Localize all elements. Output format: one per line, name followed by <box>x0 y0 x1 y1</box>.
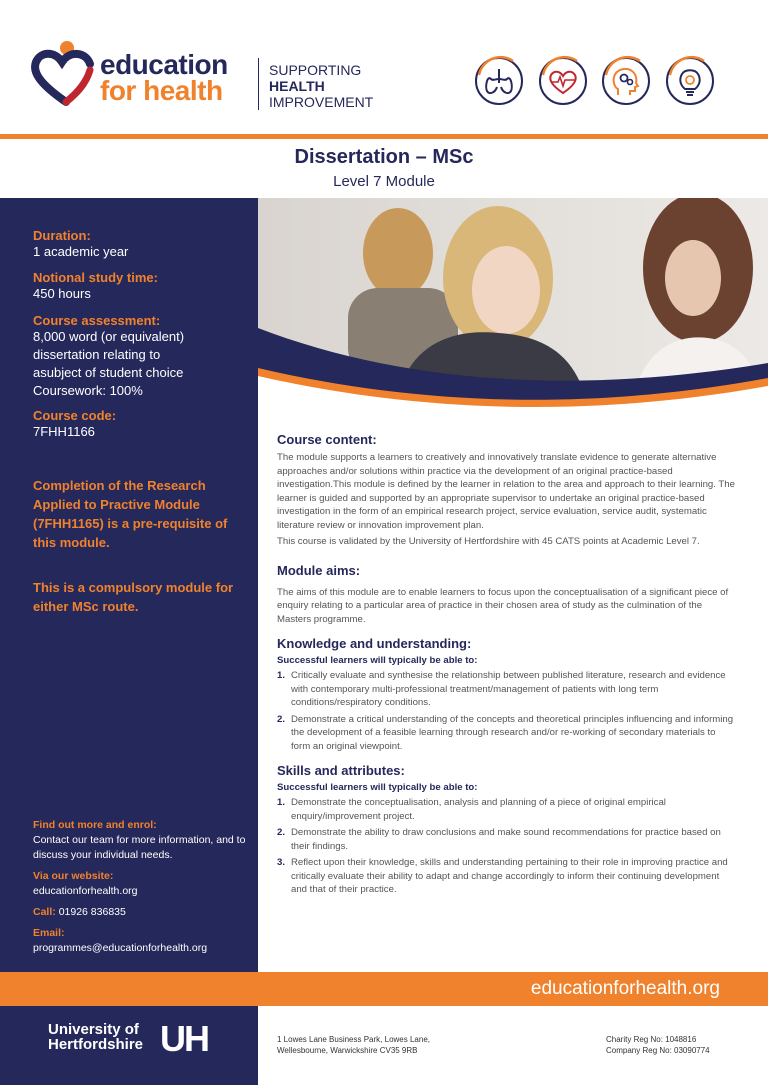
list-number: 3. <box>277 857 286 868</box>
university-logo-text <box>48 1022 143 1052</box>
brand-name-line2: for health <box>100 75 223 106</box>
list-number: 2. <box>277 713 286 725</box>
call-label: Call: <box>33 906 56 918</box>
course-code-block <box>33 408 243 441</box>
course-content-heading: Course content: <box>277 432 377 447</box>
email-label: Email: <box>33 927 65 939</box>
brand-name-line1: education <box>100 49 228 80</box>
header <box>0 0 768 136</box>
knowledge-subheading: Successful learners will typically be able to: <box>277 655 478 666</box>
head-gears-icon <box>600 55 652 107</box>
skills-subheading: Successful learners will typically be able to: <box>277 782 478 793</box>
sidebar <box>0 198 258 973</box>
list-item-text: Demonstrate a critical understanding of the concepts and theoretical principles influencing and informing the development of a feasible learning through research and/or re-working of secondary materials to form an original viewpoint. <box>291 713 734 752</box>
assessment-line-1: 8,000 word (or equivalent) <box>33 329 185 344</box>
list-number: 1. <box>277 797 286 808</box>
knowledge-heading: Knowledge and understanding: <box>277 636 472 651</box>
registration-info <box>606 1034 710 1056</box>
list-item <box>277 796 737 823</box>
tagline-2: HEALTH <box>269 78 325 94</box>
skills-list <box>277 796 737 897</box>
contact-text: Contact our team for more information, and to discuss your individual needs. <box>33 834 246 861</box>
list-number: 1. <box>277 670 286 681</box>
heart-pulse-icon <box>537 55 589 107</box>
hero-photo <box>258 198 768 428</box>
call-line <box>33 905 248 920</box>
contact-block <box>33 818 248 956</box>
validation-paragraph: This course is validated by the University of Hertfordshire with 45 CATS points at Academic Level 7. <box>277 536 700 547</box>
module-aims-paragraph: The aims of this module are to enable learners to focus upon the conceptualisation of a significant piece of enquiry relating to a particular area of practice in their chosen area of study as the culmination of the Masters programme. <box>277 586 729 625</box>
lungs-icon <box>473 55 525 107</box>
list-item <box>277 826 737 853</box>
brand-logo-text <box>100 49 228 106</box>
title-block <box>0 146 768 190</box>
study-time-value: 450 hours <box>33 286 91 301</box>
assessment-line-2: dissertation relating to <box>33 347 161 362</box>
duration-block <box>33 228 243 261</box>
address <box>277 1034 430 1056</box>
list-item-text: Demonstrate the ability to draw conclusions and make sound recommendations for practice based on their findings. <box>291 827 721 852</box>
knowledge-list <box>277 669 737 753</box>
charity-reg: Charity Reg No: 1048816 <box>606 1035 697 1044</box>
university-line-1: University of <box>48 1021 139 1038</box>
website-link[interactable]: educationforhealth.org <box>33 885 138 897</box>
band-website-link[interactable]: educationforhealth.org <box>530 978 720 999</box>
list-item-text: Reflect upon their knowledge, skills and understanding pertaining to their role in improving practice and critically evaluate their ability to adapt and change accordingly to inform their continuing development and that of their practice. <box>291 857 728 895</box>
study-time-block <box>33 270 243 303</box>
module-aims-heading: Module aims: <box>277 562 361 578</box>
tagline-3: IMPROVEMENT <box>269 94 374 110</box>
company-reg: Company Reg No: 03090774 <box>606 1046 710 1055</box>
assessment-line-4: Coursework: 100% <box>33 383 143 398</box>
brand-tagline <box>269 62 373 110</box>
study-time-label: Notional study time: <box>33 270 158 285</box>
compulsory-callout: This is a compulsory module for either MSc route. <box>33 580 234 614</box>
assessment-block <box>33 313 243 400</box>
tagline-1: SUPPORTING <box>269 62 362 78</box>
course-content-paragraph: The module supports a learners to creatively and innovatively translate evidence to generate alternative approaches and/or solutions within practice via the development of an original practice-based investigation.This module is defined by the learner in relation to the area and approach to their learning. The learner is guided and supported by an appropriate supervisor to undertake an original practice-based investigation in the form of an empirical research project, service evaluation, service audit, systematic literature review or innovation improvement plan. <box>277 452 735 531</box>
duration-value: 1 academic year <box>33 244 129 259</box>
course-code-value: 7FHH1166 <box>33 424 95 439</box>
university-line-2: Hertfordshire <box>48 1036 144 1053</box>
lightbulb-gear-icon <box>664 55 716 107</box>
page-subtitle: Level 7 Module <box>333 173 435 190</box>
website-band <box>0 972 768 1006</box>
uh-logo-mark: UH <box>160 1018 208 1059</box>
email-link[interactable]: programmes@educationforhealth.org <box>33 942 208 954</box>
list-item-text: Critically evaluate and synthesise the relationship between published literature, research and evidence with contemporary multi-professional treatment/management of patients with long term conditions/respiratory conditions. <box>291 670 726 708</box>
page-title: Dissertation – MSc <box>294 146 474 168</box>
logo-divider <box>258 58 259 110</box>
phone-number[interactable]: 01926 836835 <box>58 906 126 918</box>
list-item <box>277 669 737 710</box>
website-label: Via our website: <box>33 870 114 882</box>
skills-heading: Skills and attributes: <box>277 763 405 778</box>
list-number: 2. <box>277 827 286 838</box>
assessment-line-3: asubject of student choice <box>33 365 184 380</box>
duration-label: Duration: <box>33 228 91 243</box>
main-content <box>277 432 737 900</box>
prerequisite-callout: Completion of the Research Applied to Practive Module (7FHH1165) is a pre-requisite of this module. <box>33 478 228 550</box>
heart-logo-icon <box>30 40 102 112</box>
header-rule <box>0 134 768 139</box>
address-line-2: Wellesbourne, Warwickshire CV35 9RB <box>277 1046 418 1055</box>
address-line-1: 1 Lowes Lane Business Park, Lowes Lane, <box>277 1035 430 1044</box>
contact-heading: Find out more and enrol: <box>33 819 157 831</box>
assessment-label: Course assessment: <box>33 313 161 328</box>
list-item <box>277 856 737 897</box>
course-code-label: Course code: <box>33 408 117 423</box>
list-item <box>277 713 737 754</box>
list-item-text: Demonstrate the conceptualisation, analysis and planning of a piece of original empirical enquiry/improvement project. <box>291 797 666 822</box>
